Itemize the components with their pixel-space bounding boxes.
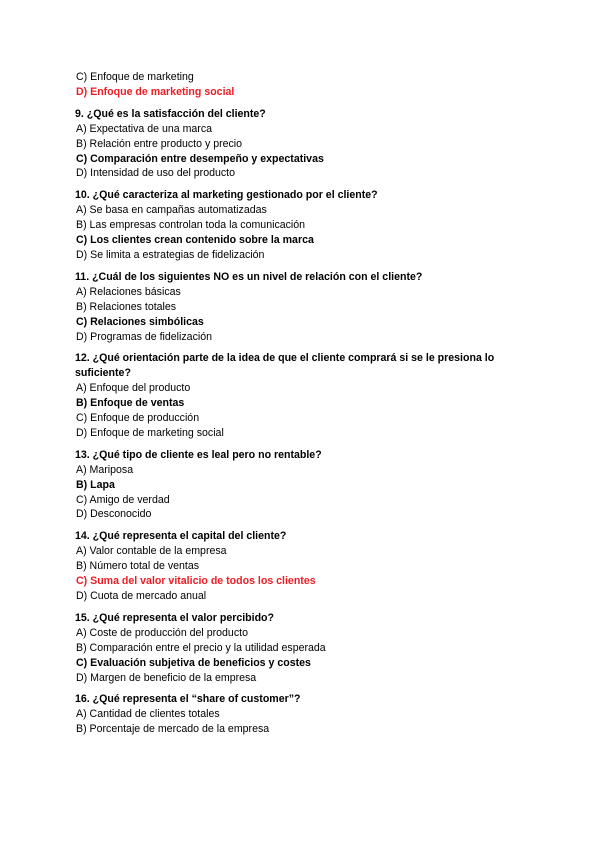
answer-option-correct: C) Los clientes crean contenido sobre la marca (76, 234, 314, 247)
answer-option: A) Coste de producción del producto (76, 626, 248, 639)
answer-option: D) Intensidad de uso del producto (76, 167, 236, 180)
answer-option: D) Margen de beneficio de la empresa (76, 671, 257, 684)
answer-option: A) Relaciones básicas (76, 285, 181, 298)
question-block (75, 529, 535, 604)
answer-option: D) Desconocido (76, 508, 152, 521)
answer-option: A) Enfoque del producto (76, 382, 191, 395)
answer-option: C) Amigo de verdad (76, 493, 170, 506)
question-block (75, 351, 535, 440)
answer-option: B) Número total de ventas (76, 560, 200, 573)
answer-option: D) Enfoque de marketing social (76, 426, 224, 439)
answer-option: A) Se basa en campañas automatizadas (76, 204, 267, 217)
question-text: 16. ¿Qué representa el “share of customer”? (75, 693, 301, 706)
answer-option: B) Las empresas controlan toda la comunicación (76, 219, 306, 232)
question-text: 10. ¿Qué caracteriza al marketing gestionado por el cliente? (75, 189, 378, 202)
question-text: 12. ¿Qué orientación parte de la idea de que el cliente comprará si se le presiona lo suficiente? (75, 352, 495, 380)
answer-option: A) Valor contable de la empresa (76, 545, 227, 558)
answer-option: D) Cuota de mercado anual (76, 590, 207, 602)
question-block (75, 188, 535, 263)
answer-option: A) Mariposa (76, 463, 134, 476)
question-text: 9. ¿Qué es la satisfacción del cliente? (75, 107, 266, 120)
question-block (75, 107, 535, 182)
answer-option-correct: D) Enfoque de marketing social (76, 85, 235, 98)
answer-option: A) Expectativa de una marca (76, 122, 213, 135)
quiz-content (75, 70, 535, 744)
answer-option: A) Cantidad de clientes totales (76, 708, 220, 721)
answer-option-correct: B) Lapa (76, 478, 115, 491)
question-text: 11. ¿Cuál de los siguientes NO es un nivel de relación con el cliente? (75, 270, 423, 283)
question-block (75, 448, 535, 523)
question-block (75, 692, 535, 737)
question-text: 13. ¿Qué tipo de cliente es leal pero no rentable? (75, 448, 322, 461)
answer-option: B) Relación entre producto y precio (76, 137, 243, 150)
question-text: 14. ¿Qué representa el capital del cliente? (75, 530, 287, 543)
question-text: 15. ¿Qué representa el valor percibido? (75, 611, 274, 624)
answer-option: D) Se limita a estrategias de fidelización (76, 248, 265, 261)
answer-option: B) Relaciones totales (76, 300, 177, 313)
answer-option-correct: C) Suma del valor vitalicio de todos los clientes (76, 575, 316, 588)
answer-option: C) Enfoque de marketing (76, 71, 194, 83)
answer-option: D) Programas de fidelización (76, 330, 213, 343)
answer-option-correct: C) Relaciones simbólicas (76, 315, 204, 328)
answer-option-correct: C) Evaluación subjetiva de beneficios y costes (76, 656, 311, 669)
answer-option: B) Comparación entre el precio y la utilidad esperada (76, 641, 326, 654)
answer-option: C) Enfoque de producción (76, 412, 200, 425)
answer-option: B) Porcentaje de mercado de la empresa (76, 723, 270, 736)
answer-option-correct: B) Enfoque de ventas (76, 397, 185, 410)
question-block (75, 611, 535, 686)
answer-option-correct: C) Comparación entre desempeño y expectativas (76, 152, 324, 165)
question-block (75, 270, 535, 345)
question-block (75, 70, 535, 100)
